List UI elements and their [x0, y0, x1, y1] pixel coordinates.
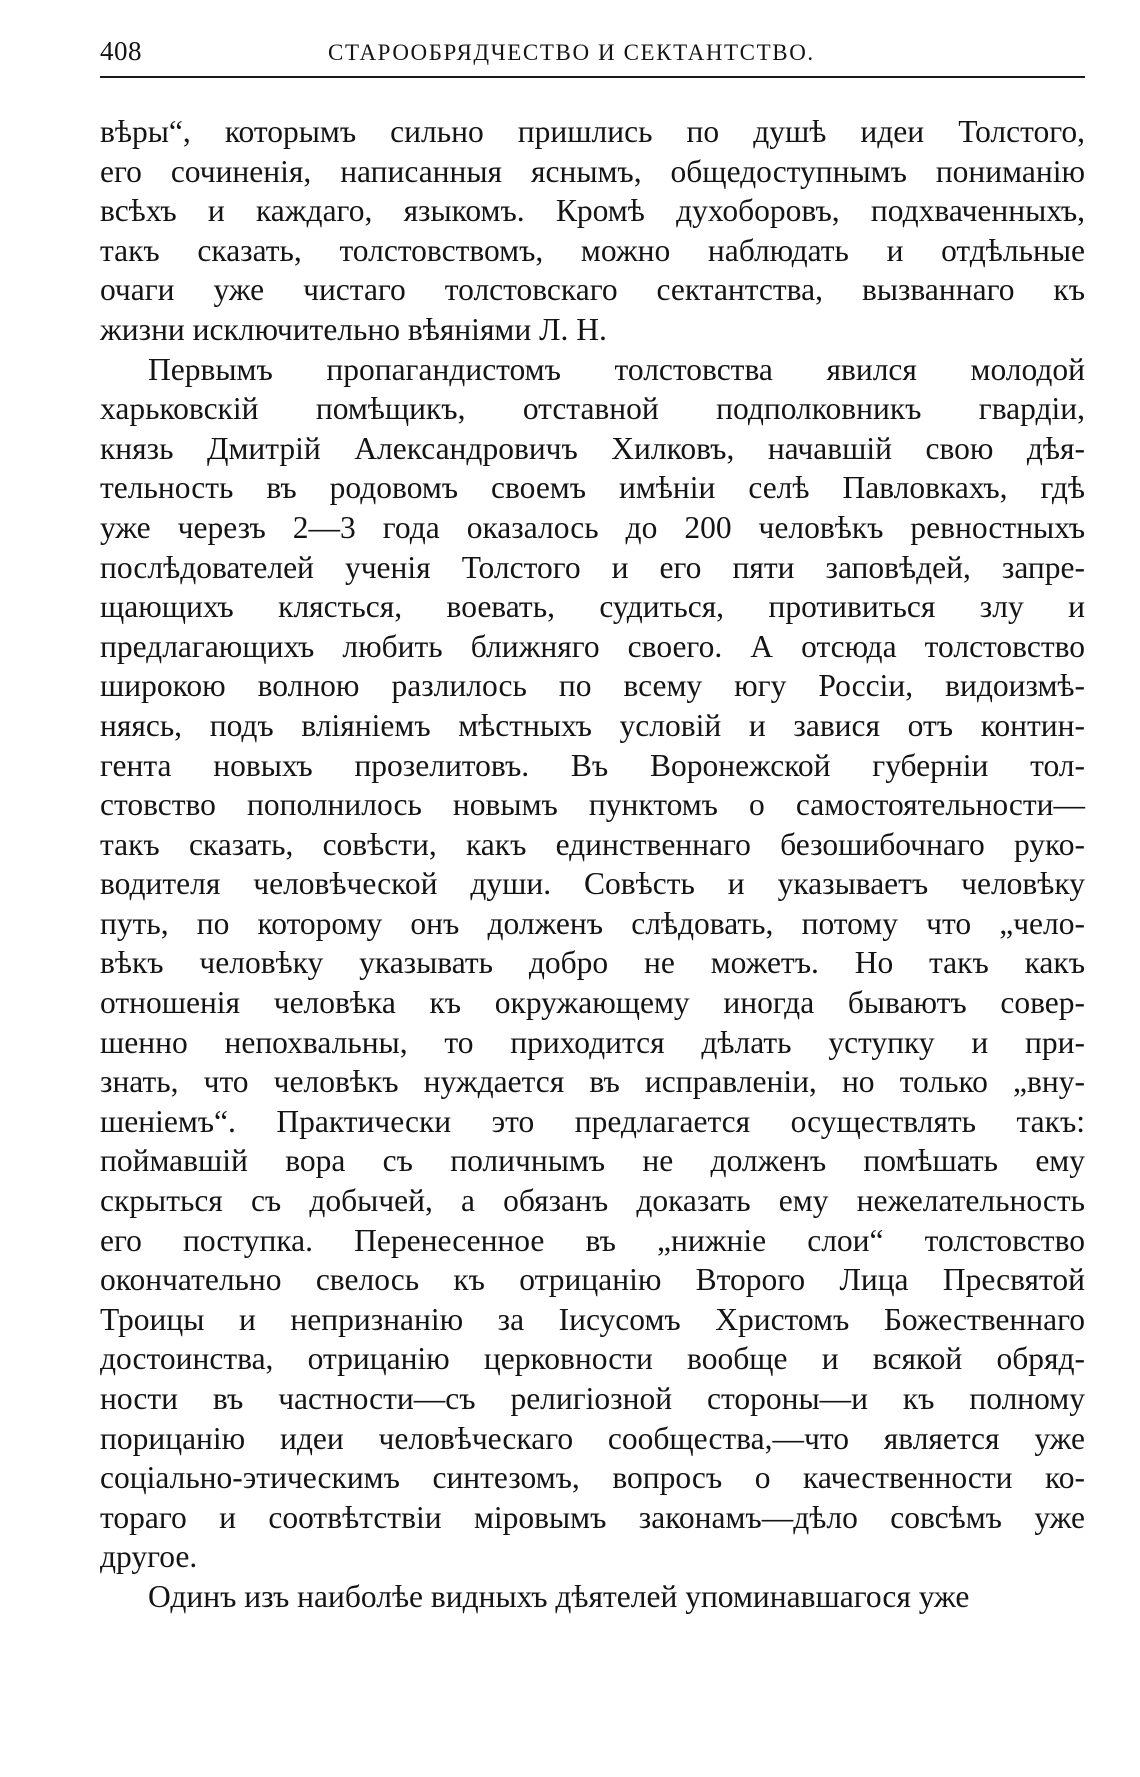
text-line: знать, что человѣкъ нуждается въ исправленіи, но только „вну-: [100, 1064, 1085, 1100]
text-line: всѣхъ и каждаго, языкомъ. Кромѣ духоборовъ, подхваченныхъ,: [100, 193, 1085, 229]
text-line: его поступка. Перенесенное въ „нижніе слои“ толстовство: [100, 1222, 1085, 1258]
text-line: Одинъ изъ наиболѣе видныхъ дѣятелей упоминавшагося уже: [148, 1578, 970, 1614]
text-line: тельность въ родовомъ своемъ имѣніи селѣ Павловкахъ, гдѣ: [100, 470, 1085, 506]
text-line: вѣры“, которымъ сильно пришлись по душѣ идеи Толстого,: [100, 114, 1085, 149]
text-line: очаги уже чистаго толстовскаго сектантства, вызваннаго къ: [100, 272, 1085, 308]
paragraph: [100, 112, 1085, 350]
text-line: предлагающихъ любить ближняго своего. А отсюда толстовство: [100, 628, 1085, 664]
text-line: тораго и соотвѣтствіи міровымъ законамъ—дѣло совсѣмъ уже: [100, 1499, 1085, 1535]
text-line: скрыться съ добычей, а обязанъ доказать ему нежелательность: [100, 1183, 1085, 1219]
text-line: князь Дмитрій Александровичъ Хилковъ, начавшій свою дѣя-: [100, 430, 1085, 466]
text-line: путь, по которому онъ долженъ слѣдовать, потому что „чело-: [100, 905, 1085, 941]
text-line: гента новыхъ прозелитовъ. Въ Воронежской губерніи тол-: [100, 747, 1085, 783]
running-title: СТАРООБРЯДЧЕСТВО И СЕКТАНТСТВО.: [328, 40, 815, 65]
text-line: ности въ частности—съ религіозной стороны—и къ полному: [100, 1381, 1085, 1416]
text-line: отношенія человѣка къ окружающему иногда бываютъ совер-: [100, 985, 1085, 1021]
text-line: порицанію идеи человѣческаго сообщества,—что является уже: [100, 1420, 1085, 1456]
paragraph: [100, 1577, 1085, 1617]
text-line: поймавшій вора съ поличнымъ не долженъ помѣшать ему: [100, 1143, 1085, 1179]
text-line: широкою волною разлилось по всему югу Россіи, видоизмѣ-: [100, 668, 1085, 704]
text-line: шенно непохвальны, то приходится дѣлать уступку и при-: [100, 1024, 1085, 1060]
text-line: послѣдователей ученія Толстого и его пяти заповѣдей, запре-: [100, 549, 1085, 585]
text-line: его сочиненія, написанныя яснымъ, общедоступнымъ пониманію: [100, 153, 1085, 189]
text-line: вѣкъ человѣку указывать добро не можетъ. Но такъ какъ: [100, 945, 1085, 981]
text-line: окончательно свелось къ отрицанію Второго Лица Пресвятой: [100, 1262, 1085, 1298]
text-line: уже черезъ 2—3 года оказалось до 200 человѣкъ ревностныхъ: [100, 509, 1085, 545]
paragraph: [100, 350, 1085, 1577]
text-line: Троицы и непризнанію за Іисусомъ Христомъ Божественнаго: [100, 1301, 1085, 1337]
text-line: харьковскій помѣщикъ, отставной подполковникъ гвардіи,: [100, 391, 1085, 427]
page-number: 408: [100, 36, 142, 66]
text-line: жизни исключительно вѣяніями Л. Н.: [100, 311, 607, 347]
text-line: такъ сказать, толстовствомъ, можно наблюдать и отдѣльные: [100, 232, 1085, 268]
text-line: такъ сказать, совѣсти, какъ единственнаго безошибочнаго руко-: [100, 826, 1085, 862]
text-line: соціально-этическимъ синтезомъ, вопросъ о качественности ко-: [100, 1460, 1085, 1496]
text-line: достоинства, отрицанію церковности вообще и всякой обряд-: [100, 1341, 1085, 1377]
header-rule: [100, 76, 1085, 78]
text-line: няясь, подъ вліяніемъ мѣстныхъ условій и завися отъ контин-: [100, 707, 1085, 743]
text-line: шеніемъ“. Практически это предлагается осуществлять такъ:: [100, 1103, 1085, 1139]
text-line: Первымъ пропагандистомъ толстовства явился молодой: [148, 351, 1085, 387]
running-head: [100, 30, 1085, 70]
body-text: [100, 112, 1085, 1617]
text-line: стовство пополнилось новымъ пунктомъ о самостоятельности—: [100, 787, 1085, 823]
text-line: другое.: [100, 1539, 198, 1575]
text-line: водителя человѣческой души. Совѣсть и указываетъ человѣку: [100, 866, 1085, 902]
text-line: щающихъ клясться, воевать, судиться, противиться злу и: [100, 589, 1085, 625]
